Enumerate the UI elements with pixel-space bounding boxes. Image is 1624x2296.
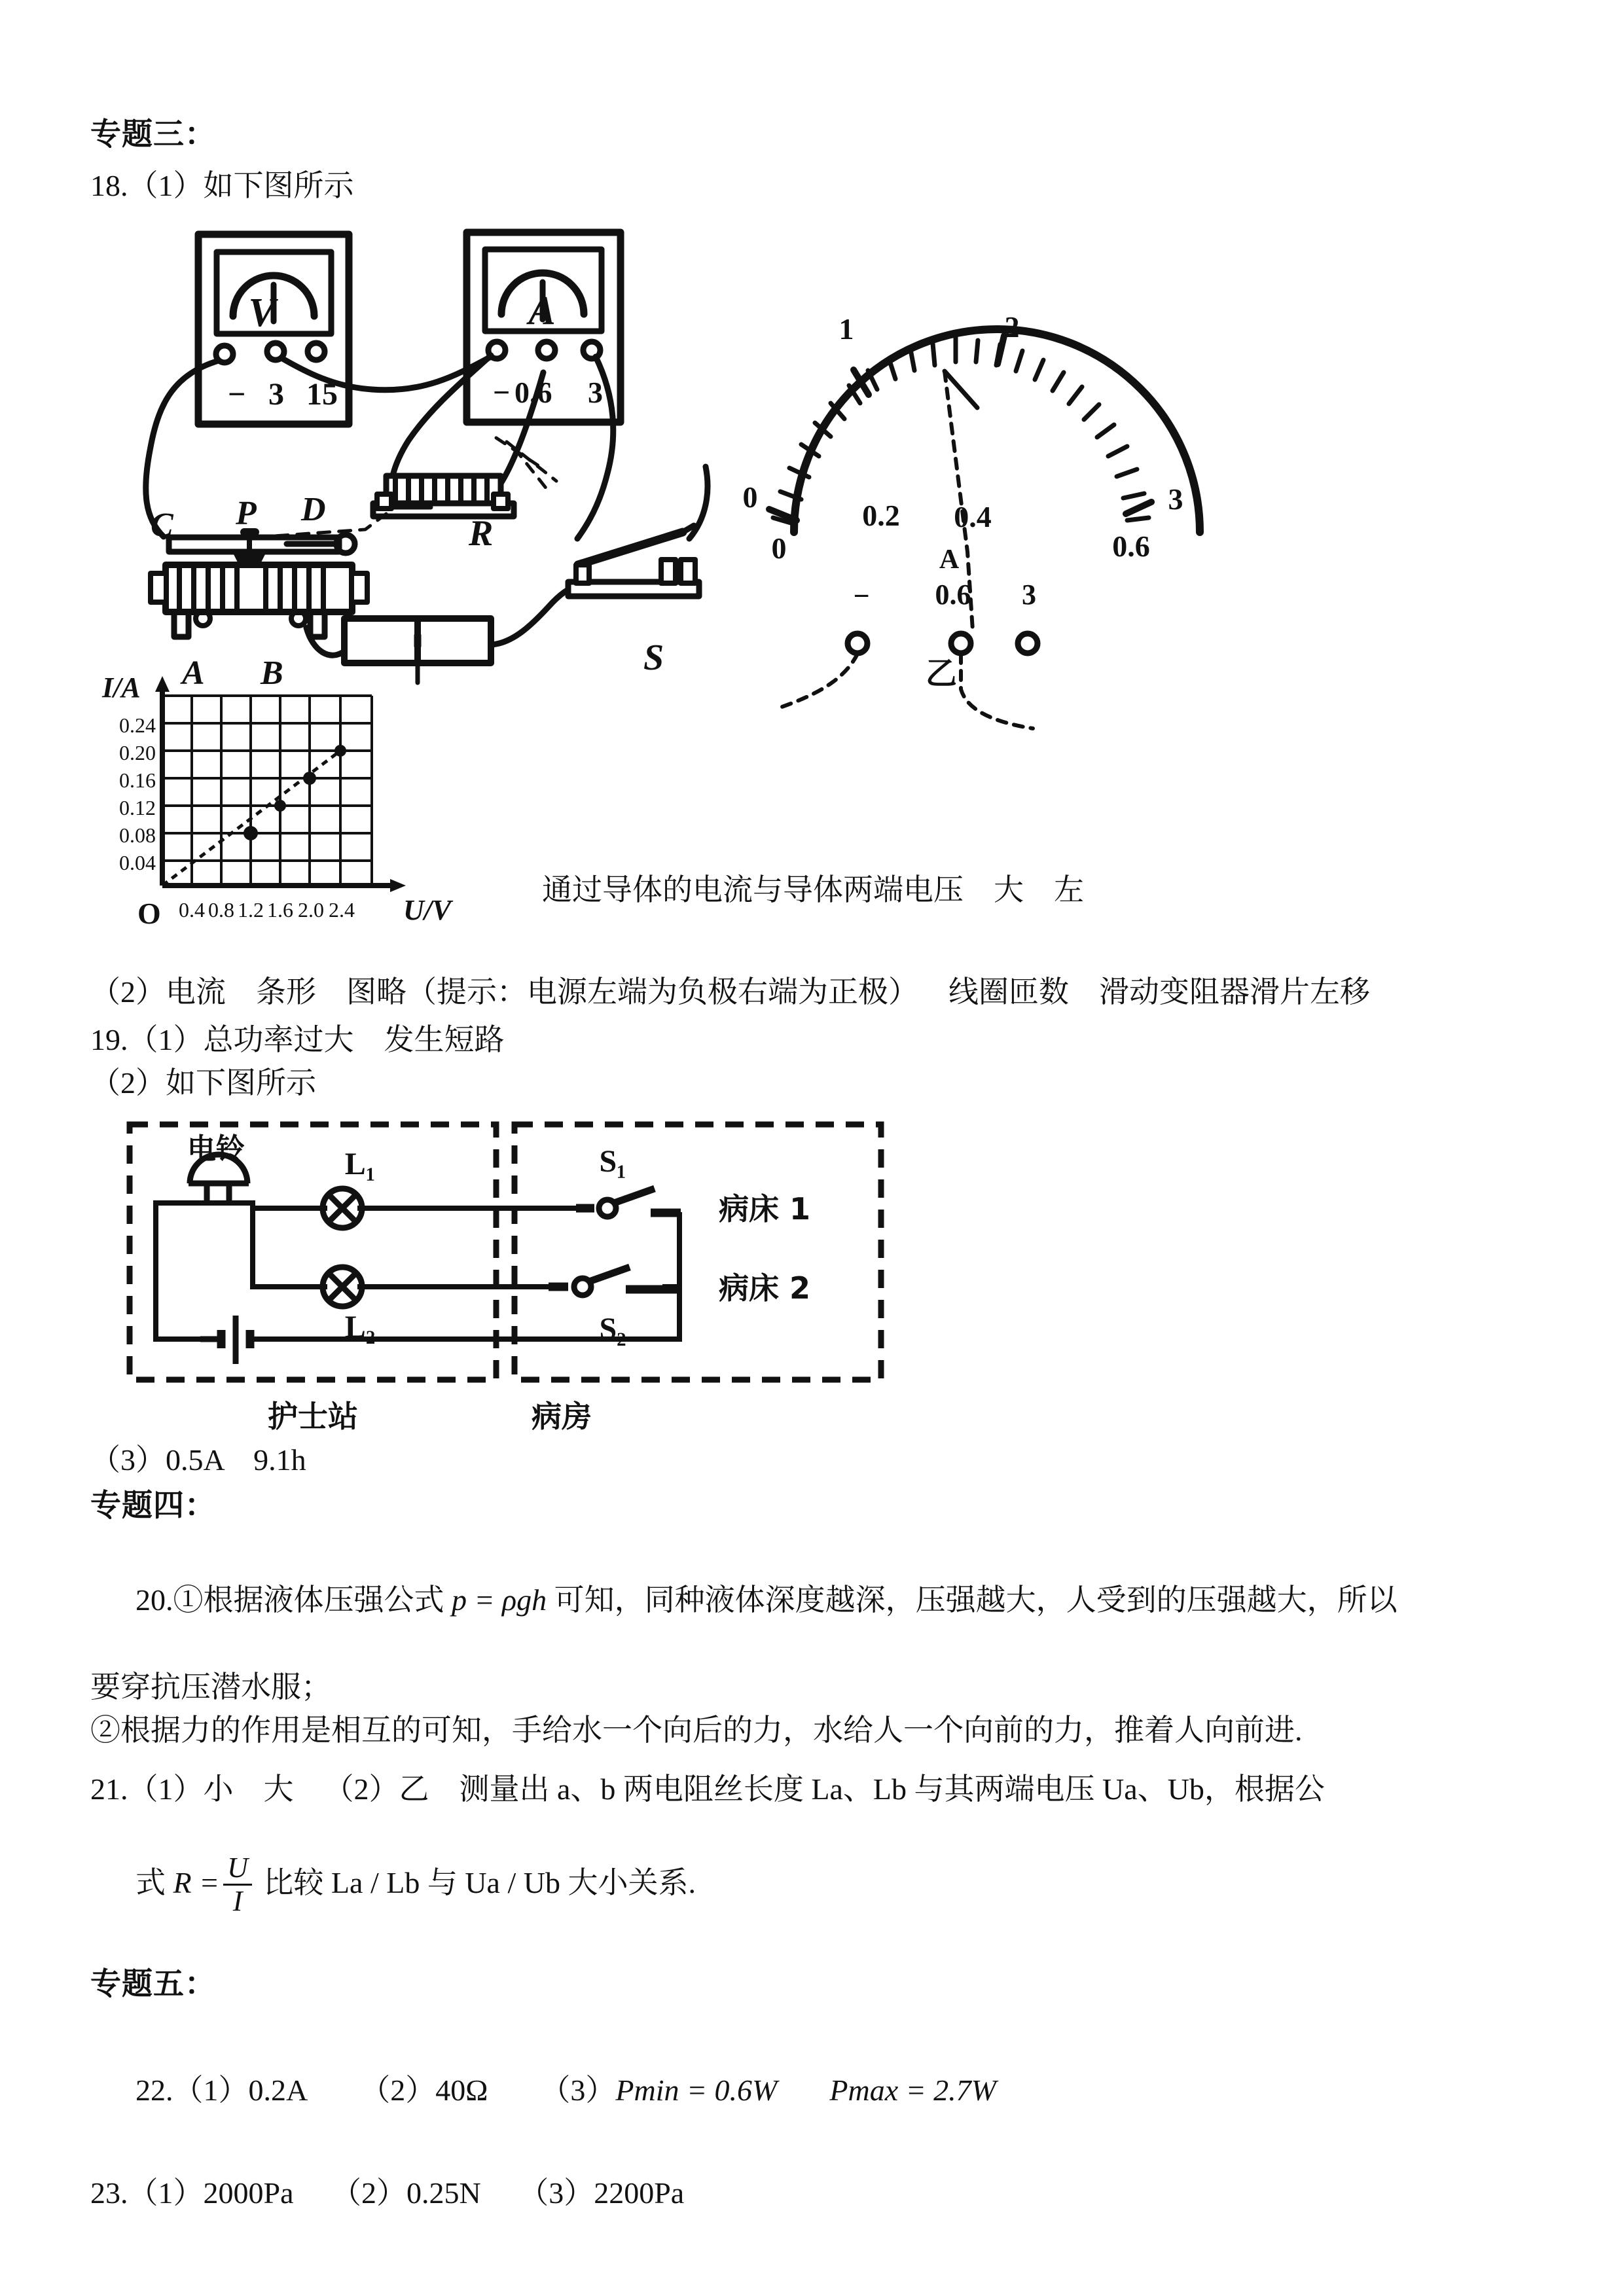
q20-line3: ②根据力的作用是相互的可知，手给水一个向后的力，水给人一个向前的力，推着人向前进. xyxy=(90,1713,1303,1748)
bed-1-label: 病床 1 xyxy=(719,1191,811,1227)
gauge-unit-label: A xyxy=(939,545,960,575)
ward-circuit-svg xyxy=(90,1111,1550,1439)
q18-intro: 18.（1）如下图所示 xyxy=(90,169,354,203)
bell-label: 电铃 xyxy=(187,1132,245,1166)
x-tick-0: 0.4 xyxy=(179,898,205,922)
gauge-terminal-3: 3 xyxy=(1022,579,1036,611)
q23-line: 23.（1）2000Pa （2）0.25N （3）2200Pa xyxy=(90,2176,685,2210)
q21-resistance-symbol: R = xyxy=(173,1865,220,1899)
ammeter-range-high: 3 xyxy=(588,376,603,410)
x-tick-5: 2.4 xyxy=(329,898,355,922)
q20-pressure-formula: p = ρgh xyxy=(452,1583,547,1617)
q20-line1-prefix: 20.①根据液体压强公式 xyxy=(135,1583,452,1617)
q18-part2: （2）电流 条形 图略（提示：电源左端为负极右端为正极） 线圈匝数 滑动变阻器滑片左移 xyxy=(90,975,1370,1009)
y-tick-2: 0.12 xyxy=(119,796,156,820)
q20-line1-suffix: 可知，同种液体深度越深，压强越大，人受到的压强越大，所以 xyxy=(547,1583,1398,1617)
gauge-inner-tick-02: 0.2 xyxy=(862,499,900,533)
document-content xyxy=(90,115,1550,2219)
figure-iu-graph xyxy=(90,670,1550,944)
x-tick-3: 1.6 xyxy=(267,898,293,922)
q21-line2-suffix: 比较 La / Lb 与 Ua / Ub 大小关系. xyxy=(255,1865,696,1899)
y-tick-3: 0.16 xyxy=(119,768,156,793)
rheostat-terminal-b: B xyxy=(261,655,283,692)
q19-part1: 19.（1）总功率过大 发生短路 xyxy=(90,1022,505,1056)
q18-graph-answer: 通过导体的电流与导体两端电压 大 左 xyxy=(542,873,1084,907)
resistance-fraction xyxy=(223,1851,252,1917)
x-tick-2: 1.2 xyxy=(238,898,264,922)
section-heading-topic-4: 专题四： xyxy=(90,1488,216,1524)
gauge-inner-tick-04: 0.4 xyxy=(954,500,992,534)
voltmeter-face-label: V xyxy=(248,291,276,336)
y-tick-1: 0.08 xyxy=(119,823,156,848)
lamp-1-label: L₁ xyxy=(344,1146,376,1181)
y-tick-5: 0.24 xyxy=(119,713,156,738)
x-tick-1: 0.8 xyxy=(208,898,234,922)
q22-line xyxy=(90,2026,1550,2156)
q22-part2: （2）40Ω xyxy=(360,2073,488,2108)
q22-pmin: Pmin = 0.6W xyxy=(615,2073,778,2108)
rheostat-terminal-d: D xyxy=(301,491,326,529)
ward-label: 病房 xyxy=(532,1398,592,1434)
section-heading-topic-3: 专题三： xyxy=(90,117,216,152)
ammeter-minus-terminal: − xyxy=(493,376,511,410)
y-axis-label: I/A xyxy=(102,672,141,704)
q20-line1 xyxy=(90,1535,1550,1666)
nurse-station-label: 护士站 xyxy=(268,1398,358,1434)
gauge-outer-tick-2: 2 xyxy=(1004,310,1020,344)
q22-pmax: Pmax = 2.7W xyxy=(829,2073,996,2108)
gauge-inner-tick-06: 0.6 xyxy=(1112,529,1150,564)
q22-part3-label: （3） xyxy=(540,2073,616,2108)
gauge-outer-tick-1: 1 xyxy=(839,312,854,346)
q19-part3: （3）0.5A 9.1h xyxy=(90,1443,306,1477)
q21-line1: 21.（1）小 大 （2）乙 测量出 a、b 两电阻丝长度 La、Lb 与其两端电压 Ua、Ub，根据公 xyxy=(90,1772,1325,1806)
voltmeter-minus-terminal: − xyxy=(228,377,246,412)
q20-line2: 要穿抗压潜水服； xyxy=(90,1670,331,1704)
x-tick-4: 2.0 xyxy=(298,898,324,922)
q21-line2 xyxy=(90,1812,1550,1960)
voltmeter-range-high: 15 xyxy=(306,377,338,412)
gauge-outer-tick-0: 0 xyxy=(742,480,758,514)
data-point-2 xyxy=(274,800,286,812)
bed-2-label: 病床 2 xyxy=(719,1270,811,1306)
fraction-denominator: I xyxy=(232,1884,243,1917)
data-point-1 xyxy=(244,826,258,840)
section-heading-topic-5: 专题五： xyxy=(90,1966,216,2003)
data-point-4 xyxy=(334,745,346,757)
rheostat-slider-p: P xyxy=(236,495,257,533)
gauge-terminal-minus: − xyxy=(853,580,870,613)
voltmeter-range-low: 3 xyxy=(268,377,284,412)
q22-part1: 22.（1）0.2A xyxy=(135,2073,308,2108)
ammeter-range-low: 0.6 xyxy=(514,376,552,410)
gauge-caption-yi: 乙 xyxy=(925,655,958,692)
y-tick-4: 0.20 xyxy=(119,741,156,765)
origin-label: O xyxy=(137,897,161,931)
figure-ward-circuit xyxy=(90,1111,1550,1439)
switch-label-s: S xyxy=(643,637,664,679)
rheostat-terminal-a: A xyxy=(182,655,205,692)
data-point-3 xyxy=(303,772,316,785)
switch-2-label: S₂ xyxy=(599,1311,626,1346)
gauge-outer-tick-3: 3 xyxy=(1168,482,1183,516)
fraction-numerator: U xyxy=(227,1851,248,1884)
ammeter-face-label: A xyxy=(528,289,556,334)
lamp-2-label: L₂ xyxy=(344,1309,376,1344)
q21-line2-prefix: 式 xyxy=(135,1865,173,1899)
y-tick-0: 0.04 xyxy=(119,851,156,875)
q19-part2: （2）如下图所示 xyxy=(90,1066,316,1100)
gauge-terminal-06: 0.6 xyxy=(935,579,971,611)
switch-1-label: S₁ xyxy=(599,1143,626,1179)
rheostat-terminal-c: C xyxy=(151,507,173,545)
resistor-label-r: R xyxy=(469,513,494,554)
x-axis-label: U/V xyxy=(403,894,452,927)
gauge-inner-tick-0: 0 xyxy=(771,531,787,565)
